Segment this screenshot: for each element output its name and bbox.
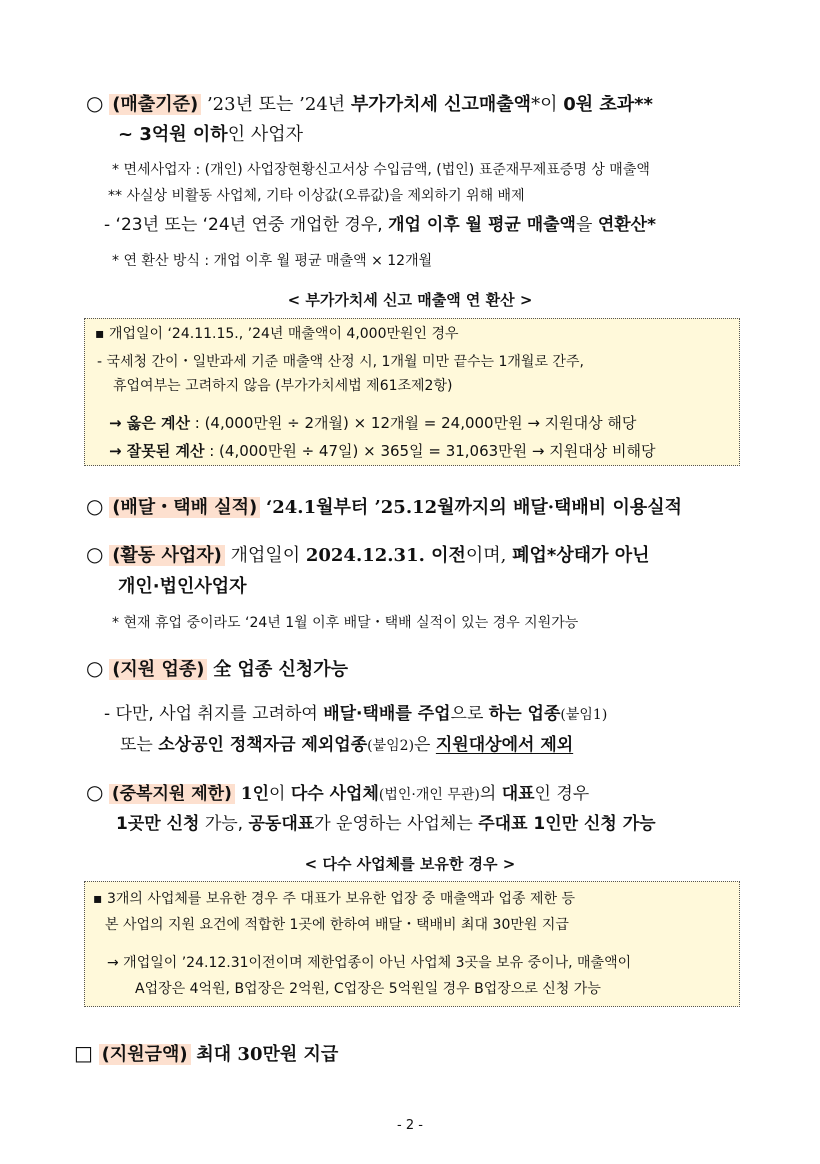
circle-bullet-icon: ○ <box>86 494 104 518</box>
sales-criteria-line2: ~ 3억원 이하인 사업자 <box>118 124 303 145</box>
page-number: - 2 - <box>397 1118 423 1133</box>
annualize-dash-item: - ‘23년 또는 ‘24년 연중 개업한 경우, 개업 이후 월 평균 매출액을 연환산* <box>104 215 656 235</box>
industry-exclusion-line1: - 다만, 사업 취지를 고려하여 배달·택배를 주업으로 하는 업종(붙임1) <box>104 704 608 724</box>
duplicate-limit-line1: ○ (중복지원 제한) 1인이 다수 사업체(법인·개인 무관)의 대표인 경우 <box>86 780 590 804</box>
circle-bullet-icon: ○ <box>86 656 104 680</box>
support-amount-line: □ (지원금액) 최대 30만원 지급 <box>74 1041 339 1065</box>
tax-exempt-note: * 면세사업자 : (개인) 사업장현황신고서상 수입금액, (법인) 표준재무제표증명 상 매출액 <box>112 162 650 178</box>
active-business-line1: ○ (활동 사업자) 개업일이 2024.12.31. 이전이며, 폐업*상태가 아닌 <box>86 542 650 566</box>
box2-rule-line: ▪ 3개의 사업체를 보유한 경우 주 대표가 보유한 업장 중 매출액과 업종 제한 등 <box>93 891 575 907</box>
eligible-industry-line: ○ (지원 업종) 全 업종 신청가능 <box>86 656 349 680</box>
multi-business-box-title: < 다수 사업체를 보유한 경우 > <box>304 855 516 873</box>
annualize-example-box <box>84 318 740 466</box>
multi-business-example-box <box>84 881 740 1007</box>
correct-calc-line: → 옳은 계산 : (4,000만원 ÷ 2개월) × 12개월 = 24,000만원 → 지원대상 해당 <box>109 414 637 432</box>
duplicate-limit-heading: (중복지원 제한) <box>109 784 235 804</box>
circle-bullet-icon: ○ <box>86 780 104 804</box>
box2-rule-line-cont: 본 사업의 지원 요건에 적합한 1곳에 한하여 배달・택배비 최대 30만원 지급 <box>105 917 569 933</box>
box2-example-line: → 개업일이 ’24.12.31이전이며 제한업종이 아닌 사업체 3곳을 보유 중이나, 매출액이 <box>107 955 632 971</box>
sales-criteria-line1: ○ (매출기준) ’23년 또는 ’24년 부가가치세 신고매출액*이 0원 초과** <box>86 91 653 115</box>
wrong-calc-line: → 잘못된 계산 : (4,000만원 ÷ 47일) × 365일 = 31,063만원 → 지원대상 비해당 <box>109 442 656 460</box>
box1-rule-line-cont: 휴업여부는 고려하지 않음 (부가가치세법 제61조제2항) <box>113 378 453 394</box>
sales-criteria-heading: (매출기준) <box>109 94 201 115</box>
circle-bullet-icon: ○ <box>86 542 104 566</box>
delivery-record-heading: (배달・택배 실적) <box>109 497 260 518</box>
active-business-line2: 개인·법인사업자 <box>118 576 247 597</box>
square-bullet-icon: □ <box>74 1041 93 1065</box>
annualize-box-title: < 부가가치세 신고 매출액 연 환산 > <box>287 291 533 309</box>
active-business-heading: (활동 사업자) <box>109 545 225 566</box>
support-amount-heading: (지원금액) <box>99 1044 191 1065</box>
box1-rule-line: - 국세청 간이・일반과세 기준 매출액 산정 시, 1개월 미만 끝수는 1개월로 간주, <box>97 354 584 370</box>
annualize-method-note: * 연 환산 방식 : 개업 이후 월 평균 매출액 × 12개월 <box>112 253 433 269</box>
duplicate-limit-line2: 1곳만 신청 가능, 공동대표가 운영하는 사업체는 주대표 1인만 신청 가능 <box>116 814 656 834</box>
inactive-exclusion-note: ** 사실상 비활동 사업체, 기타 이상값(오류값)을 제외하기 위해 배제 <box>108 188 525 204</box>
closure-note: * 현재 휴업 중이라도 ‘24년 1월 이후 배달・택배 실적이 있는 경우 지원가능 <box>112 615 579 631</box>
box1-example-line: ▪ 개업일이 ‘24.11.15., ’24년 매출액이 4,000만원인 경우 <box>95 326 459 342</box>
delivery-record-line: ○ (배달・택배 실적) ‘24.1월부터 ’25.12월까지의 배달·택배비 이용실적 <box>86 494 682 518</box>
eligible-industry-heading: (지원 업종) <box>109 659 207 680</box>
circle-bullet-icon: ○ <box>86 91 104 115</box>
industry-exclusion-line2: 또는 소상공인 정책자금 제외업종(붙임2)은 지원대상에서 제외 <box>120 735 574 755</box>
box2-example-line-cont: A업장은 4억원, B업장은 2억원, C업장은 5억원일 경우 B업장으로 신청 가능 <box>135 981 601 997</box>
